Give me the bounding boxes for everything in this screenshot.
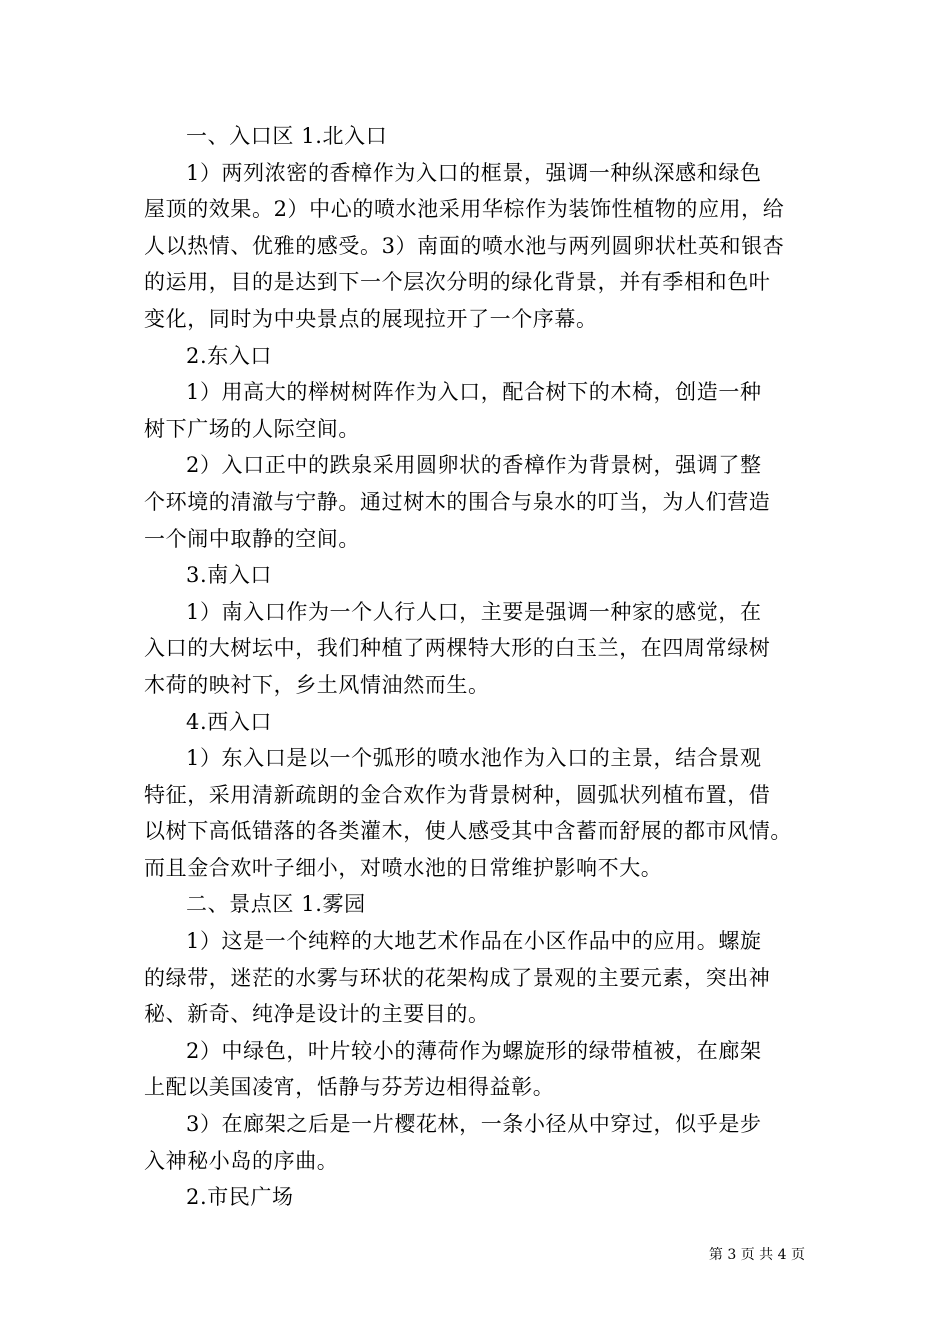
- text-line: 二、景点区 1.雾园: [186, 892, 366, 917]
- paragraph: [144, 374, 824, 447]
- text-line: 个环境的清澈与宁静。通过树木的围合与泉水的叮当，为人们营造: [144, 489, 771, 514]
- text-line: 入口的大树坛中，我们种植了两棵特大形的白玉兰，在四周常绿树: [144, 636, 771, 661]
- text-line: 上配以美国凌宵，恬静与芬芳边相得益彰。: [144, 1075, 555, 1100]
- text-line: 1）两列浓密的香樟作为入口的框景，强调一种纵深感和绿色: [186, 160, 762, 185]
- text-line: 入神秘小岛的序曲。: [144, 1148, 339, 1173]
- text-line: 树下广场的人际空间。: [144, 416, 360, 441]
- document-body: [144, 118, 824, 1216]
- paragraph: [144, 704, 824, 741]
- text-line: 1）东入口是以一个弧形的喷水池作为入口的主景，结合景观: [186, 746, 762, 771]
- text-line: 一个闹中取静的空间。: [144, 526, 360, 551]
- text-line: 以树下高低错落的各类灌木，使人感受其中含蓄而舒展的都市风情。: [144, 819, 792, 844]
- text-line: 2）入口正中的跌泉采用圆卵状的香樟作为背景树，强调了整: [186, 453, 762, 478]
- text-line: 秘、新奇、纯净是设计的主要目的。: [144, 1002, 490, 1027]
- text-line: 4.西入口: [186, 709, 273, 734]
- text-line: 1）南入口作为一个人行人口，主要是强调一种家的感觉，在: [186, 599, 762, 624]
- text-line: 而且金合欢叶子细小，对喷水池的日常维护影响不大。: [144, 855, 663, 880]
- text-line: 3）在廊架之后是一片樱花林，一条小径从中穿过，似乎是步: [186, 1112, 762, 1137]
- text-line: 2）中绿色，叶片较小的薄荷作为螺旋形的绿带植被，在廊架: [186, 1038, 762, 1063]
- text-line: 木荷的映衬下，乡土风情油然而生。: [144, 672, 490, 697]
- text-line: 1）这是一个纯粹的大地艺术作品在小区作品中的应用。螺旋: [186, 929, 762, 954]
- text-line: 变化，同时为中央景点的展现拉开了一个序幕。: [144, 306, 598, 331]
- text-line: 2.市民广场: [186, 1185, 294, 1210]
- text-line: 人以热情、优雅的感受。3）南面的喷水池与两列圆卵状杜英和银杏: [144, 233, 785, 258]
- paragraph: [144, 447, 824, 557]
- paragraph: [144, 740, 824, 886]
- text-line: 2.东入口: [186, 343, 273, 368]
- text-line: 的运用，目的是达到下一个层次分明的绿化背景，并有季相和色叶: [144, 270, 771, 295]
- paragraph: [144, 594, 824, 704]
- text-line: 特征，采用清新疏朗的金合欢作为背景树种，圆弧状列植布置，借: [144, 782, 771, 807]
- paragraph: [144, 118, 824, 155]
- paragraph: [144, 1106, 824, 1179]
- text-line: 一、入口区 1.北入口: [186, 124, 388, 148]
- paragraph: [144, 155, 824, 338]
- paragraph: [144, 1179, 824, 1216]
- paragraph: [144, 886, 824, 923]
- paragraph: [144, 557, 824, 594]
- text-line: 的绿带，迷茫的水雾与环状的花架构成了景观的主要元素，突出神: [144, 965, 771, 990]
- text-line: 3.南入口: [186, 563, 273, 588]
- paragraph: [144, 1033, 824, 1106]
- text-line: 1）用高大的榉树树阵作为入口，配合树下的木椅，创造一种: [186, 380, 762, 405]
- text-line: 屋顶的效果。2）中心的喷水池采用华棕作为装饰性植物的应用，给: [144, 197, 785, 222]
- page-number-footer: 第 3 页 共 4 页: [708, 1247, 805, 1263]
- paragraph: [144, 338, 824, 375]
- paragraph: [144, 923, 824, 1033]
